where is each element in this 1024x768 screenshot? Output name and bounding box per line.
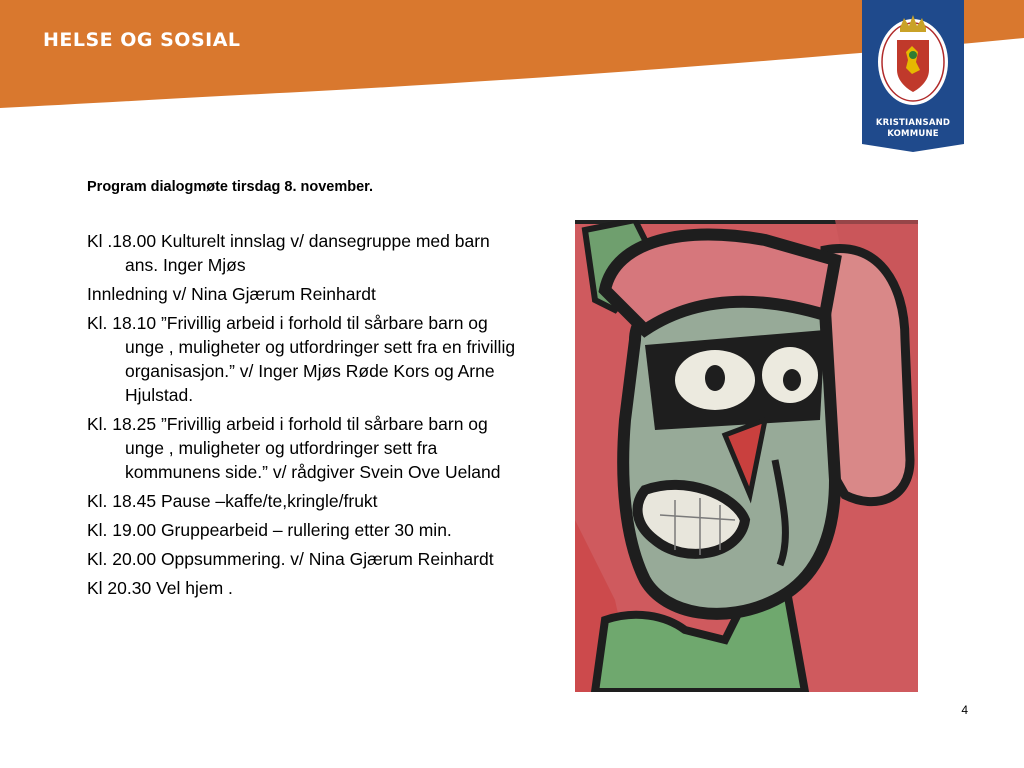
painting-face-icon: [575, 220, 918, 692]
agenda-item: Kl. 18.10 ”Frivillig arbeid i forhold til sårbare barn og unge , muligheter og utfordringer sett fra en frivillig organisasjon.” v/ Inger Mjøs Røde Kors og Arne Hjulstad.: [87, 313, 516, 405]
agenda-item: Kl 20.30 Vel hjem .: [87, 578, 233, 598]
logo-line-kommune: KOMMUNE: [887, 129, 939, 139]
agenda-item: Kl. 18.45 Pause –kaffe/te,kringle/frukt: [87, 491, 378, 511]
agenda-item: Innledning v/ Nina Gjærum Reinhardt: [87, 284, 376, 304]
agenda-list: [87, 229, 517, 605]
logo-line-kristiansand: KRISTIANSAND: [875, 118, 951, 128]
logo-text: [862, 118, 964, 140]
agenda-item: Kl. 20.00 Oppsummering. v/ Nina Gjærum Reinhardt: [87, 549, 494, 569]
agenda-item: Kl .18.00 Kulturelt innslag v/ dansegruppe med barn ans. Inger Mjøs: [87, 231, 490, 275]
agenda-item: Kl. 19.00 Gruppearbeid – rullering etter 30 min.: [87, 520, 452, 540]
brand-title: HELSE OG SOSIAL: [43, 29, 241, 51]
program-title: Program dialogmøte tirsdag 8. november.: [87, 179, 374, 195]
page-number: 4: [961, 703, 968, 717]
agenda-item: Kl. 18.25 ”Frivillig arbeid i forhold til sårbare barn og unge , muligheter og utfordringer sett fra kommunens side.” v/ rådgiver Svein Ove Ueland: [87, 414, 501, 482]
childs-painting: [575, 220, 918, 692]
